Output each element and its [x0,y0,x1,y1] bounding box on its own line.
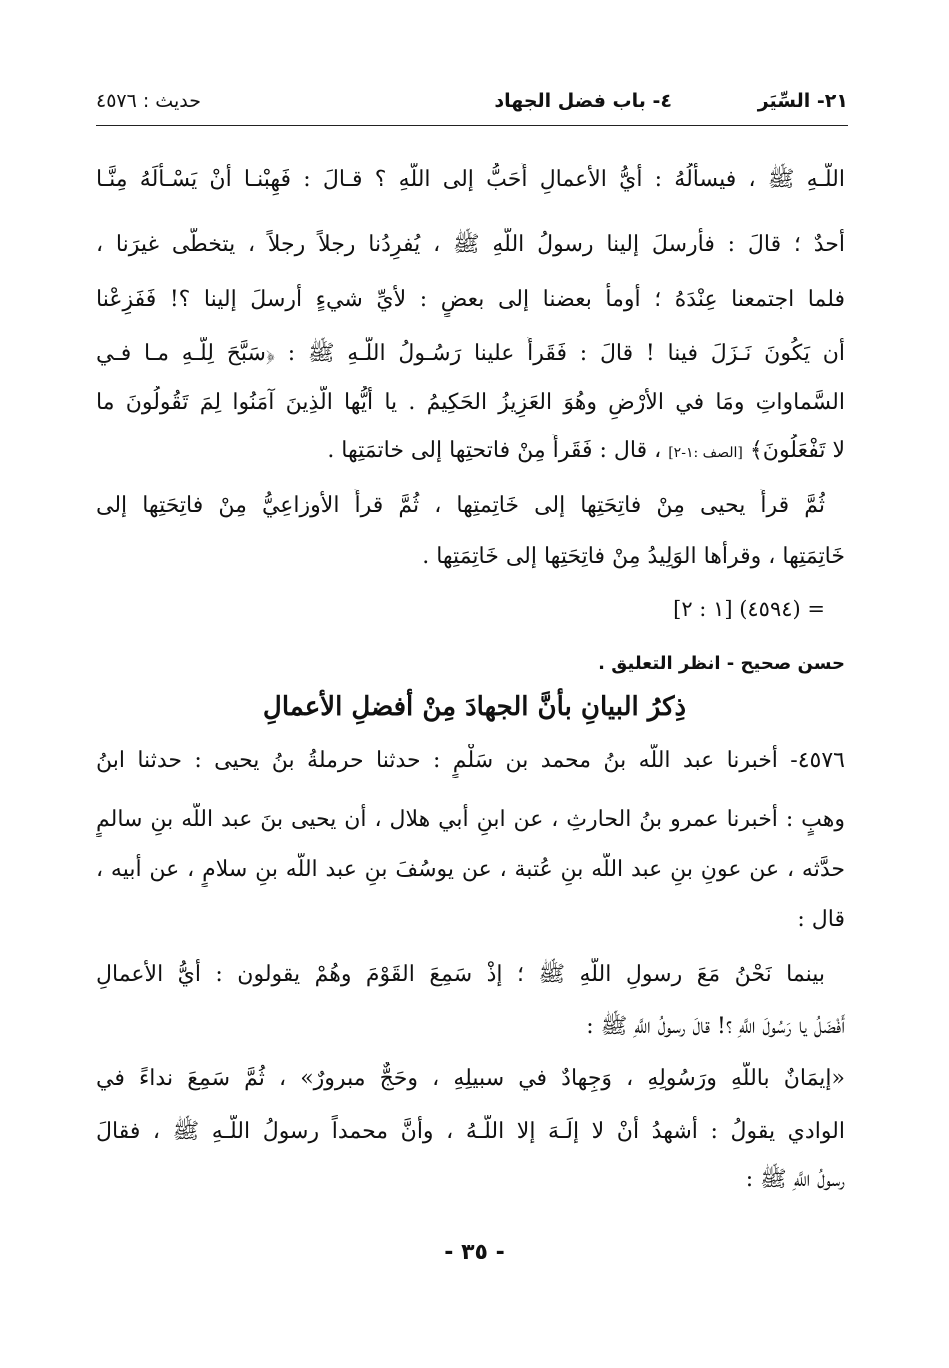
matn-line: بينما نَحْنُ مَعَ رسولِ اللَّهِ ﷺ ؛ إذْ سَمِعَ القَوْمَ وهُمْ يقولون : أيُّ الأعمالِ [96,962,825,987]
text-line: السَّماواتِ ومَا في الأرْضِ وهُوَ العَزِيزُ الحَكِيمُ . يا أيُّها الَّذِينَ آمَنُوا لِمَ تَقُولُونَ ما [96,390,845,415]
verse-end-line [96,434,845,470]
matn-line: الوادي يقولُ : أشهدُ أنْ لا إلَـهَ إلا اللَّـهُ ، وأنَّ محمداً رسولُ اللَّـهِ ﷺ ، فقالَ [96,1119,845,1144]
isnad-line: ٤٥٧٦- أخبرنا عبد اللَّه بنُ محمد بن سَلْمٍ : حدثنا حرملةُ بنُ يحيى : حدثنا ابنُ [96,748,845,773]
matn-line: أَفْضَلُ يا رَسُولَ اللَّهِ ؟! قالَ رسولُ اللَّهِ ﷺ : [586,1014,845,1039]
text-line: اللَّـهِ ﷺ ، فيسأَلُهُ : أيُّ الأعمالِ أَحَبُّ إلى اللَّهِ ؟ قـالَ : فَهِبْنـا أنْ يَسْـأَلَهُ مِنَّـا [96,167,845,192]
isnad-line: قال : [797,907,845,932]
text-line: ثُمَّ قرأَ يحيى مِنْ فاتِحَتِها إلى خَاتِمتِها ، ثُمَّ قرأَ الأوزاعِيُّ مِنْ فاتِحَتِها إلى [96,493,825,518]
running-header [96,88,848,120]
matn-line: رسولُ اللَّهِ ﷺ : [745,1167,845,1192]
section-title: ٤- باب فضل الجهاد [494,90,672,112]
verse-end-text: لا تَفْعَلُونَ﴾ [749,438,845,463]
page-number: - ٣٥ - [444,1240,505,1265]
text-line: أحدٌ ؛ قالَ : فأرسلَ إلينا رسولُ اللَّهِ ﷺ ، يُفرِدُنا رجلاً رجلاً ، يتخطَّى غيرَنا ، [96,232,845,257]
isnad-line: حدَّثه ، عن عونِ بنِ عبد اللَّه بنِ عُتبة ، عن يوسُفَ بنِ عبد اللَّه بنِ سلامٍ ، عن أبيه ، [96,857,845,882]
text-line: فلما اجتمعنا عِنْدَهُ ؛ أومأَ بعضنا إلى بعضٍ : لأيِّ شيءٍ أرسلَ إلينا ؟! فَفَزِعْنا [96,287,845,312]
cross-reference: = (٤٥٩٤) [١ : ٢] [673,597,825,621]
chapter-heading: ذِكرُ البيانِ بأنَّ الجهادَ مِنْ أفضلِ الأعمالِ [262,692,687,722]
header-rule [96,125,848,126]
quran-citation: [الصف :١-٢] [668,445,743,461]
matn-line: «إيمَانٌ باللَّهِ ورَسُولِهِ ، وَجِهادٌ في سبيلِهِ ، وحَجٌّ مبرورٌ» ، ثُمَّ سَمِعَ نداءً في [96,1066,845,1091]
chapter-title: ٢١- السِّيَر [757,90,848,112]
hadith-number-header: حديث : ٤٥٧٦ [96,90,201,112]
text-line: أن يَكُونَ نَـزَلَ فينا ! قالَ : فَقَرأَ علينا رَسُـولُ اللَّـهِ ﷺ : ﴿سَبَّحَ لِلَّـهِ مـا فـي [96,341,845,366]
verse-end-continuation: ، قال : فَقَرأَ مِنْ فاتحتِها إلى خاتمَتِها . [327,438,662,463]
text-line: خَاتِمَتِها ، وقرأها الوَلِيدُ مِنْ فاتِحَتِها إلى خَاتِمَتِها . [422,544,845,569]
isnad-line: وهبٍ : أخبرنا عمرو بنُ الحارثِ ، عن ابنِ أبي هلال ، أن يحيى بنَ عبد اللَّه بنِ سالمٍ [96,807,845,832]
grading-note: حسن صحيح - انظر التعليق . [598,653,845,674]
